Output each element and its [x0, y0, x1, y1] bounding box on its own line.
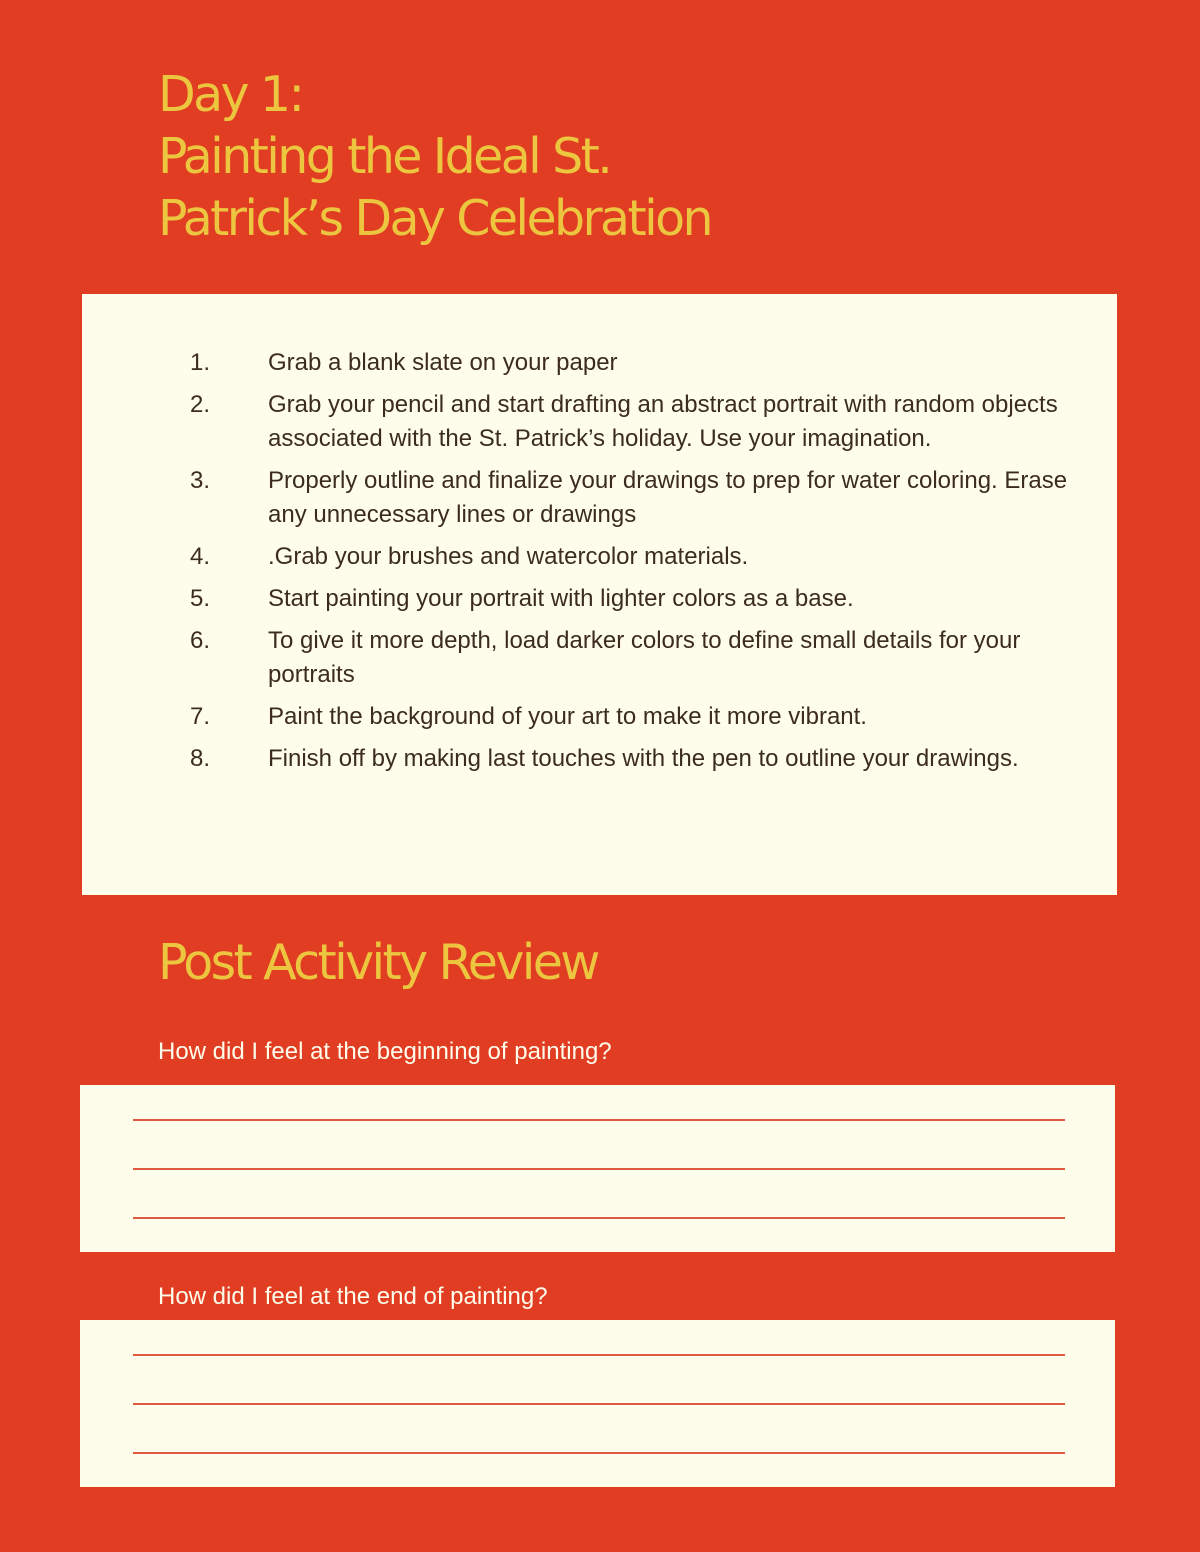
step-text: .Grab your brushes and watercolor materials.	[268, 543, 749, 570]
instruction-step-8	[190, 742, 1070, 776]
title-line-2: Painting the Ideal St.	[158, 128, 611, 185]
instruction-step-4	[190, 540, 1070, 574]
review-heading: Post Activity Review	[158, 934, 598, 991]
step-text: Grab your pencil and start drafting an abstract portrait with random objects associated with the St. Patrick’s holiday. Use your imagination.	[268, 391, 1058, 452]
step-number: 8.	[190, 745, 211, 772]
instruction-step-7	[190, 700, 1070, 734]
instruction-step-1	[190, 346, 1070, 380]
step-number: 5.	[190, 585, 211, 612]
page-title	[158, 64, 711, 250]
writing-line	[133, 1168, 1065, 1170]
instruction-step-5	[190, 582, 1070, 616]
step-text: Properly outline and finalize your drawings to prep for water coloring. Erase any unnecessary lines or drawings	[268, 467, 1068, 528]
step-text: Paint the background of your art to make it more vibrant.	[268, 703, 867, 730]
writing-line	[133, 1452, 1065, 1454]
title-line-1: Day 1:	[158, 66, 303, 123]
writing-line	[133, 1354, 1065, 1356]
step-number: 1.	[190, 349, 211, 376]
answer-area-end[interactable]	[80, 1320, 1115, 1487]
instruction-step-2	[190, 388, 1070, 456]
writing-line	[133, 1217, 1065, 1219]
step-text: To give it more depth, load darker colors to define small details for your portraits	[268, 627, 1021, 688]
question-end: How did I feel at the end of painting?	[158, 1283, 548, 1310]
step-number: 3.	[190, 467, 211, 494]
answer-area-beginning[interactable]	[80, 1085, 1115, 1252]
question-beginning: How did I feel at the beginning of painting?	[158, 1038, 612, 1065]
step-text: Grab a blank slate on your paper	[268, 349, 618, 376]
step-number: 2.	[190, 391, 211, 418]
title-line-3: Patrick’s Day Celebration	[158, 190, 711, 247]
step-text: Finish off by making last touches with the pen to outline your drawings.	[268, 745, 1019, 772]
step-text: Start painting your portrait with lighter colors as a base.	[268, 585, 854, 612]
step-number: 6.	[190, 627, 211, 654]
step-number: 4.	[190, 543, 211, 570]
instruction-list	[190, 346, 1070, 784]
step-number: 7.	[190, 703, 211, 730]
writing-line	[133, 1403, 1065, 1405]
writing-line	[133, 1119, 1065, 1121]
instruction-step-3	[190, 464, 1070, 532]
instruction-step-6	[190, 624, 1070, 692]
instructions-panel	[82, 294, 1117, 895]
